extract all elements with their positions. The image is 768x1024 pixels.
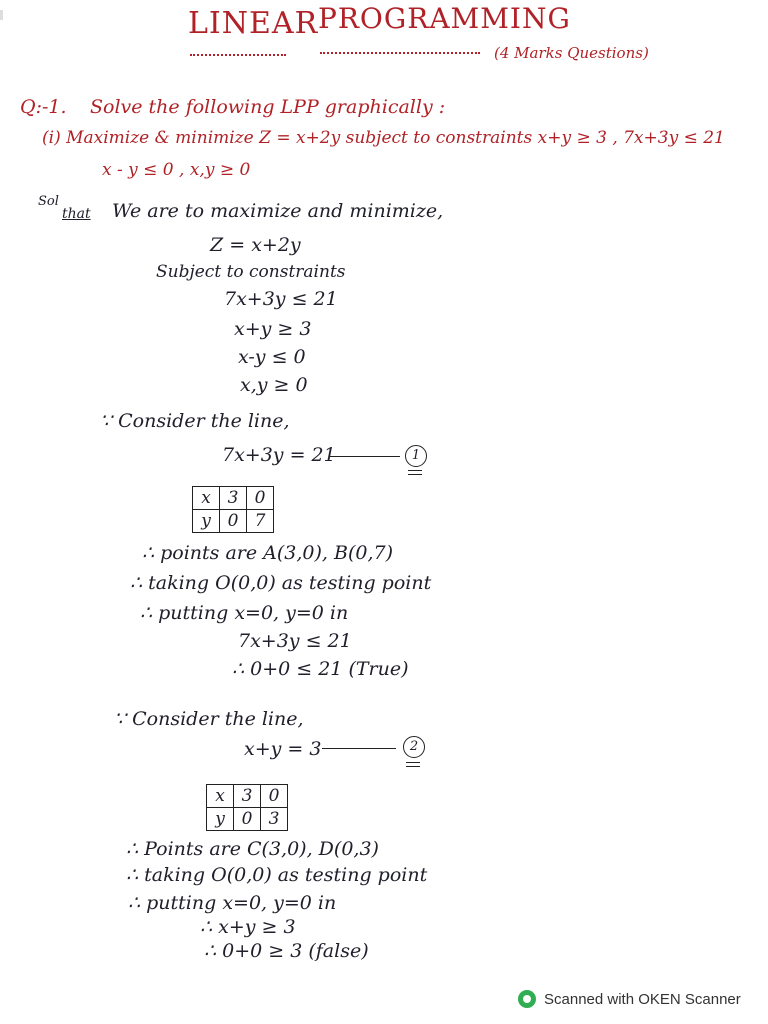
line1-table-cell: y	[193, 510, 220, 533]
title-underline-right	[320, 52, 480, 54]
oken-logo-icon	[518, 990, 536, 1008]
solution-intro: We are to maximize and minimize,	[112, 200, 444, 222]
constraint-2: x+y ≥ 3	[234, 318, 312, 340]
line1-result: ∴ 0+0 ≤ 21 (True)	[232, 658, 409, 680]
line1-pointer	[330, 456, 400, 457]
line1-testing: ∴ taking O(0,0) as testing point	[130, 572, 432, 594]
line2-table-row-y	[207, 808, 288, 831]
line1-number-underline	[408, 470, 422, 471]
line2-number-underline	[406, 762, 420, 763]
line1-consider: ∵ Consider the line,	[100, 410, 290, 432]
line2-table-cell: 3	[261, 808, 288, 831]
line2-putting: ∴ putting x=0, y=0 in	[128, 892, 337, 914]
line2-number: 2	[403, 736, 425, 758]
solution-label: Sol	[38, 194, 59, 209]
title-linear: LINEAR	[188, 6, 319, 41]
line1-number-underline-2	[408, 474, 422, 475]
line1-points: ∴ points are A(3,0), B(0,7)	[142, 542, 394, 564]
scanner-watermark	[518, 990, 741, 1008]
line2-number-underline-2	[406, 766, 420, 767]
line1-putting: ∴ putting x=0, y=0 in	[140, 602, 349, 624]
line2-table-cell: x	[207, 785, 234, 808]
line1-table-row-y	[193, 510, 274, 533]
line2-table	[206, 784, 288, 831]
subject-to-label: Subject to constraints	[156, 262, 346, 282]
constraint-3: x-y ≤ 0	[238, 346, 306, 368]
title-programming: PROGRAMMING	[318, 2, 571, 35]
question-part-i-cont: x - y ≤ 0 , x,y ≥ 0	[102, 160, 251, 180]
line2-points: ∴ Points are C(3,0), D(0,3)	[126, 838, 379, 860]
line2-table-cell: 0	[261, 785, 288, 808]
line2-consider: ∵ Consider the line,	[114, 708, 304, 730]
line2-testing: ∴ taking O(0,0) as testing point	[126, 864, 428, 886]
line1-table-cell: 0	[220, 510, 247, 533]
question-label: Q:-1.	[20, 96, 67, 118]
line1-inequality: 7x+3y ≤ 21	[238, 630, 352, 652]
line2-equation: x+y = 3	[244, 738, 322, 760]
title-underline-left	[190, 54, 286, 56]
line2-table-cell: 0	[234, 808, 261, 831]
line2-table-row-x	[207, 785, 288, 808]
constraint-4: x,y ≥ 0	[240, 374, 308, 396]
question-text: Solve the following LPP graphically :	[90, 96, 446, 118]
solution-that: that	[62, 206, 91, 222]
line1-table-cell: x	[193, 487, 220, 510]
line1-equation: 7x+3y = 21	[222, 444, 336, 466]
line1-table-cell: 0	[247, 487, 274, 510]
constraint-1: 7x+3y ≤ 21	[224, 288, 338, 310]
line1-table-row-x	[193, 487, 274, 510]
scanner-text: Scanned with OKEN Scanner	[544, 990, 741, 1008]
line2-result: ∴ 0+0 ≥ 3 (false)	[204, 940, 369, 962]
line2-table-cell: 3	[234, 785, 261, 808]
objective-function: Z = x+2y	[210, 234, 301, 256]
question-part-i: (i) Maximize & minimize Z = x+2y subject to constraints x+y ≥ 3 , 7x+3y ≤ 21	[42, 128, 725, 148]
line1-table	[192, 486, 274, 533]
line2-inequality: ∴ x+y ≥ 3	[200, 916, 296, 938]
line1-table-cell: 3	[220, 487, 247, 510]
line1-number: 1	[405, 445, 427, 467]
line2-pointer	[322, 748, 396, 749]
marks-note: (4 Marks Questions)	[494, 44, 649, 62]
line2-table-cell: y	[207, 808, 234, 831]
line1-table-cell: 7	[247, 510, 274, 533]
margin-tick	[0, 10, 3, 20]
